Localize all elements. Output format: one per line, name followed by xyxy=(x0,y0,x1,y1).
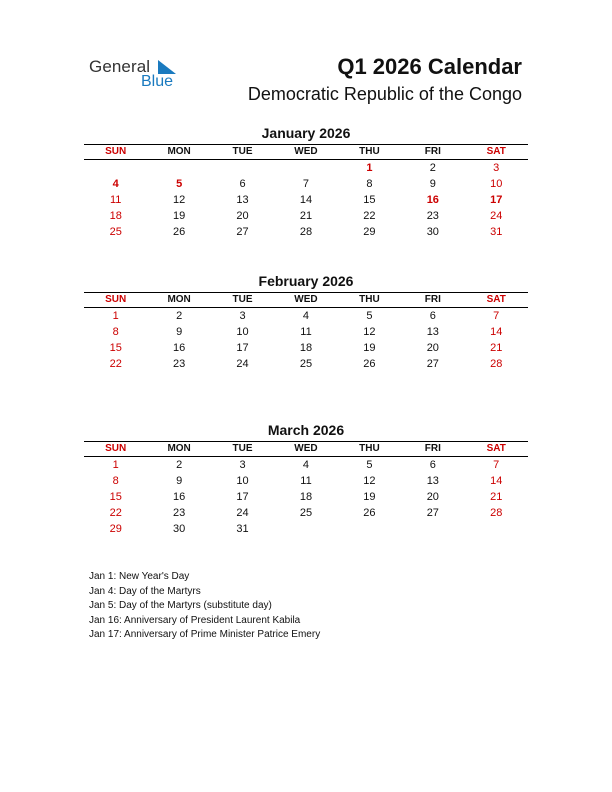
month-title: February 2026 xyxy=(258,273,354,289)
day-cell: 27 xyxy=(426,507,439,519)
day-cell: 28 xyxy=(490,358,503,370)
weekday-header: FRI xyxy=(401,292,464,308)
weekday-header: SUN xyxy=(84,441,147,457)
day-cell: 17 xyxy=(236,491,249,503)
day-cell: 24 xyxy=(236,507,249,519)
day-cell: 22 xyxy=(109,358,122,370)
weekday-header: MON xyxy=(147,292,210,308)
weekday-header: WED xyxy=(274,292,337,308)
day-cell: 7 xyxy=(493,459,500,471)
day-cell: 3 xyxy=(239,310,246,322)
empty-day-cell xyxy=(84,160,147,176)
day-cell: 13 xyxy=(236,194,249,206)
weekday-header: TUE xyxy=(211,292,274,308)
day-cell: 8 xyxy=(366,178,373,190)
day-cell: 18 xyxy=(109,210,122,222)
day-cell: 22 xyxy=(109,507,122,519)
month-title: January 2026 xyxy=(261,125,351,141)
day-cell: 6 xyxy=(429,310,436,322)
day-cell: 11 xyxy=(110,194,122,206)
holiday-item: Jan 5: Day of the Martyrs (substitute day) xyxy=(89,600,272,611)
empty-day-cell xyxy=(465,521,528,537)
empty-day-cell xyxy=(274,521,337,537)
weekday-header: MON xyxy=(147,144,210,160)
day-cell: 4 xyxy=(112,178,119,190)
day-cell: 13 xyxy=(426,475,439,487)
day-cell: 24 xyxy=(236,358,249,370)
day-cell: 21 xyxy=(490,491,503,503)
day-cell: 26 xyxy=(363,358,376,370)
day-cell: 21 xyxy=(299,210,313,222)
day-cell: 10 xyxy=(236,326,249,338)
day-cell: 1 xyxy=(112,310,119,322)
weekday-header: WED xyxy=(274,144,337,160)
day-cell: 9 xyxy=(429,178,436,190)
logo-text-general: General xyxy=(89,57,151,76)
day-cell: 8 xyxy=(112,475,119,487)
calendar-grid xyxy=(84,144,528,240)
day-cell: 10 xyxy=(236,475,249,487)
day-cell: 30 xyxy=(173,523,186,535)
weekday-header: THU xyxy=(338,292,401,308)
weekday-header: SUN xyxy=(84,144,147,160)
day-cell: 16 xyxy=(173,491,186,503)
page-subtitle: Democratic Republic of the Congo xyxy=(247,84,522,104)
day-cell: 29 xyxy=(363,226,376,238)
weekday-header: FRI xyxy=(401,441,464,457)
day-cell: 9 xyxy=(176,326,183,338)
day-cell: 25 xyxy=(299,507,313,519)
day-cell: 12 xyxy=(363,475,376,487)
holiday-item: Jan 4: Day of the Martyrs xyxy=(89,585,201,597)
weekday-header: THU xyxy=(338,144,401,160)
day-cell: 20 xyxy=(426,342,439,354)
day-cell: 16 xyxy=(426,194,439,206)
empty-day-cell xyxy=(274,160,337,176)
day-cell: 14 xyxy=(299,194,313,206)
empty-day-cell xyxy=(147,160,210,176)
day-cell: 26 xyxy=(173,226,186,238)
day-cell: 5 xyxy=(176,178,183,190)
day-cell: 21 xyxy=(490,342,503,354)
day-cell: 15 xyxy=(109,491,122,503)
day-cell: 27 xyxy=(426,358,439,370)
weekday-header: TUE xyxy=(211,144,274,160)
day-cell: 31 xyxy=(490,226,503,238)
day-cell: 6 xyxy=(429,459,436,471)
day-cell: 28 xyxy=(299,226,313,238)
day-cell: 18 xyxy=(299,342,313,354)
holiday-item: Jan 16: Anniversary of President Laurent Kabila xyxy=(89,614,301,626)
day-cell: 14 xyxy=(490,475,503,487)
day-cell: 22 xyxy=(363,210,376,222)
holiday-list xyxy=(89,570,529,643)
month-march xyxy=(84,421,528,537)
weekday-header: FRI xyxy=(401,144,464,160)
weekday-header: MON xyxy=(147,441,210,457)
weekday-header: TUE xyxy=(211,441,274,457)
day-cell: 27 xyxy=(236,226,249,238)
day-cell: 13 xyxy=(426,326,439,338)
generalblue-logo xyxy=(89,57,199,93)
day-cell: 23 xyxy=(426,210,439,222)
calendar-grid xyxy=(84,441,528,537)
day-cell: 20 xyxy=(426,491,439,503)
day-cell: 14 xyxy=(490,326,503,338)
month-january xyxy=(84,124,528,240)
day-cell: 25 xyxy=(109,226,122,238)
day-cell: 25 xyxy=(299,358,313,370)
day-cell: 24 xyxy=(490,210,503,222)
weekday-header: THU xyxy=(338,441,401,457)
weekday-header: SAT xyxy=(465,292,528,308)
day-cell: 15 xyxy=(363,194,376,206)
day-cell: 17 xyxy=(236,342,249,354)
day-cell: 4 xyxy=(302,310,310,322)
day-cell: 8 xyxy=(112,326,119,338)
day-cell: 3 xyxy=(493,162,500,174)
day-cell: 10 xyxy=(490,178,503,190)
day-cell: 11 xyxy=(300,326,312,338)
day-cell: 26 xyxy=(363,507,376,519)
weekday-header: SUN xyxy=(84,292,147,308)
weekday-header: SAT xyxy=(465,441,528,457)
day-cell: 30 xyxy=(426,226,439,238)
holiday-item: Jan 1: New Year's Day xyxy=(89,571,190,582)
day-cell: 7 xyxy=(302,178,310,190)
day-cell: 31 xyxy=(236,523,249,535)
holiday-item: Jan 17: Anniversary of Prime Minister Patrice Emery xyxy=(89,629,321,640)
day-cell: 12 xyxy=(363,326,376,338)
empty-day-cell xyxy=(401,521,464,537)
day-cell: 7 xyxy=(493,310,500,322)
day-cell: 2 xyxy=(176,310,183,322)
logo-flag-icon xyxy=(158,60,176,74)
month-february xyxy=(84,272,528,372)
day-cell: 29 xyxy=(109,523,122,535)
day-cell: 4 xyxy=(302,459,310,471)
empty-day-cell xyxy=(338,521,401,537)
weekday-header: WED xyxy=(274,441,337,457)
day-cell: 9 xyxy=(176,475,183,487)
day-cell: 18 xyxy=(299,491,313,503)
day-cell: 19 xyxy=(173,210,186,222)
day-cell: 17 xyxy=(490,194,503,206)
day-cell: 12 xyxy=(173,194,186,206)
empty-day-cell xyxy=(211,160,274,176)
day-cell: 1 xyxy=(112,459,119,471)
page-title: Q1 2026 Calendar xyxy=(337,54,522,79)
logo-text-blue: Blue xyxy=(141,73,174,90)
weekday-header: SAT xyxy=(465,144,528,160)
day-cell: 2 xyxy=(176,459,183,471)
day-cell: 28 xyxy=(490,507,503,519)
day-cell: 1 xyxy=(366,162,373,174)
day-cell: 23 xyxy=(173,507,186,519)
day-cell: 2 xyxy=(429,162,436,174)
day-cell: 23 xyxy=(173,358,186,370)
day-cell: 19 xyxy=(363,342,376,354)
day-cell: 3 xyxy=(239,459,246,471)
calendar-grid xyxy=(84,292,528,372)
day-cell: 16 xyxy=(173,342,186,354)
day-cell: 6 xyxy=(239,178,246,190)
day-cell: 11 xyxy=(300,475,312,487)
day-cell: 5 xyxy=(366,310,373,322)
day-cell: 20 xyxy=(236,210,249,222)
day-cell: 19 xyxy=(363,491,376,503)
day-cell: 5 xyxy=(366,459,373,471)
day-cell: 15 xyxy=(109,342,122,354)
month-title: March 2026 xyxy=(267,422,345,438)
